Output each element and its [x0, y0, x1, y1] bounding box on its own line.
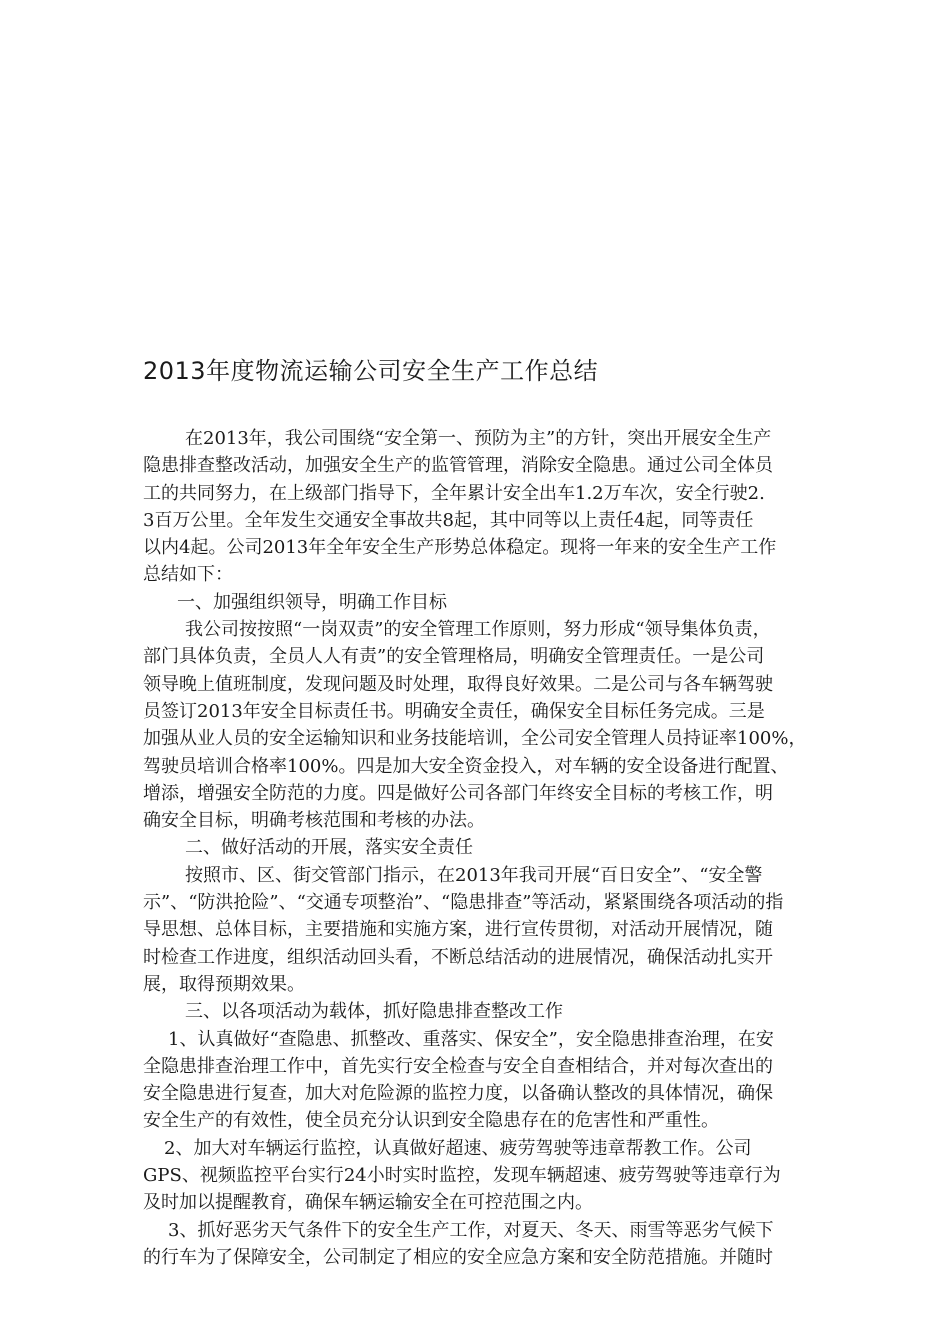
text-line-content: 2、加大对车辆运行监控，认真做好超速、疲劳驾驶等违章帮教工作。公司: [164, 1137, 752, 1159]
document-body: [143, 425, 823, 1271]
text-line-content: 二、做好活动的开展，落实安全责任: [185, 837, 473, 859]
text-line-content: 加强从业人员的安全运输知识和业务技能培训，全公司安全管理人员持证率100%，: [143, 728, 807, 750]
text-line-content: 部门具体负责，全员人人有责”的安全管理格局，明确安全管理责任。一是公司: [143, 646, 765, 668]
text-line-content: 总结如下：: [143, 564, 233, 586]
text-line-content: 按照市、区、街交管部门指示，在2013年我司开展“百日安全”、“安全警: [185, 864, 763, 886]
text-line-content: 安全隐患进行复查，加大对危险源的监控力度，以备确认整改的具体情况，确保: [143, 1083, 773, 1105]
text-line: [143, 480, 823, 507]
text-line-content: 工的共同努力，在上级部门指导下，全年累计安全出车1.2万车次，安全行驶2.: [143, 482, 765, 504]
text-line: [143, 998, 823, 1025]
text-line: [143, 725, 823, 752]
text-line-content: 隐患排查整改活动，加强安全生产的监管管理，消除安全隐患。通过公司全体员: [143, 455, 773, 477]
text-line: [143, 643, 823, 670]
text-line-content: 示”、“防洪抢险”、“交通专项整治”、“隐患排查”等活动，紧紧围绕各项活动的指: [143, 892, 784, 914]
text-line-content: 全隐患排查治理工作中，首先实行安全检查与安全自查相结合，并对每次查出的: [143, 1055, 773, 1077]
text-line: [143, 834, 823, 861]
text-line-content: 员签订2013年安全目标责任书。明确安全责任，确保安全目标任务完成。三是: [143, 700, 765, 722]
text-line: [143, 1244, 823, 1271]
text-line: [143, 971, 823, 998]
text-line-content: 安全生产的有效性，使全员充分认识到安全隐患存在的危害性和严重性。: [143, 1110, 719, 1132]
text-line: [143, 671, 823, 698]
text-line-content: 确安全目标，明确考核范围和考核的办法。: [143, 810, 485, 832]
text-line: [143, 1135, 823, 1162]
text-line-content: 及时加以提醒教育，确保车辆运输安全在可控范围之内。: [143, 1192, 593, 1214]
text-line: [143, 1107, 823, 1134]
text-line-content: GPS、视频监控平台实行24小时实时监控，发现车辆超速、疲劳驾驶等违章行为: [143, 1165, 781, 1187]
text-line-content: 以内4起。公司2013年全年安全生产形势总体稳定。现将一年来的安全生产工作: [143, 537, 777, 559]
text-line: [143, 944, 823, 971]
text-line-content: 展，取得预期效果。: [143, 973, 305, 995]
text-line: [143, 698, 823, 725]
text-line: [143, 862, 823, 889]
text-line: [143, 889, 823, 916]
text-line-content: 驾驶员培训合格率100%。四是加大安全资金投入，对车辆的安全设备进行配置、: [143, 755, 789, 777]
text-line: [143, 1162, 823, 1189]
text-line-content: 3、抓好恶劣天气条件下的安全生产工作，对夏天、冬天、雨雪等恶劣气候下: [168, 1219, 774, 1241]
text-line-content: 增添，增强安全防范的力度。四是做好公司各部门年终安全目标的考核工作，明: [143, 782, 773, 804]
text-line: [143, 616, 823, 643]
text-line-content: 领导晚上值班制度，发现问题及时处理，取得良好效果。二是公司与各车辆驾驶: [143, 673, 773, 695]
text-line: [143, 1026, 823, 1053]
text-line: [143, 916, 823, 943]
text-line: [143, 561, 823, 588]
text-line: [143, 1080, 823, 1107]
text-line-content: 1、认真做好“查隐患、抓整改、重落实、保安全”，安全隐患排查治理，在安: [168, 1028, 774, 1050]
text-line: [143, 807, 823, 834]
text-line: [143, 753, 823, 780]
text-line-content: 在2013年，我公司围绕“安全第一、预防为主”的方针，突出开展安全生产: [185, 428, 772, 449]
text-line-content: 时检查工作进度，组织活动回头看，不断总结活动的进展情况，确保活动扎实开: [143, 946, 773, 968]
text-line-content: 一、加强组织领导，明确工作目标: [177, 591, 447, 613]
text-line: [143, 1053, 823, 1080]
text-line-content: 导思想、总体目标，主要措施和实施方案，进行宣传贯彻，对活动开展情况，随: [143, 919, 773, 941]
text-line: [143, 1217, 823, 1244]
text-line: [143, 452, 823, 479]
text-line: [143, 589, 823, 616]
text-line: [143, 425, 823, 452]
text-line: [143, 780, 823, 807]
text-line: [143, 507, 823, 534]
text-line-content: 我公司按按照“一岗双责”的安全管理工作原则，努力形成“领导集体负责，: [185, 619, 771, 641]
text-line-content: 三、以各项活动为载体，抓好隐患排查整改工作: [185, 1001, 563, 1023]
text-line: [143, 1189, 823, 1216]
text-line-content: 3百万公里。全年发生交通安全事故共8起，其中同等以上责任4起，同等责任: [143, 509, 754, 531]
text-line: [143, 534, 823, 561]
text-line-content: 的行车为了保障安全，公司制定了相应的安全应急方案和安全防范措施。并随时: [143, 1246, 773, 1268]
document-title: 2013年度物流运输公司安全生产工作总结: [143, 357, 599, 385]
